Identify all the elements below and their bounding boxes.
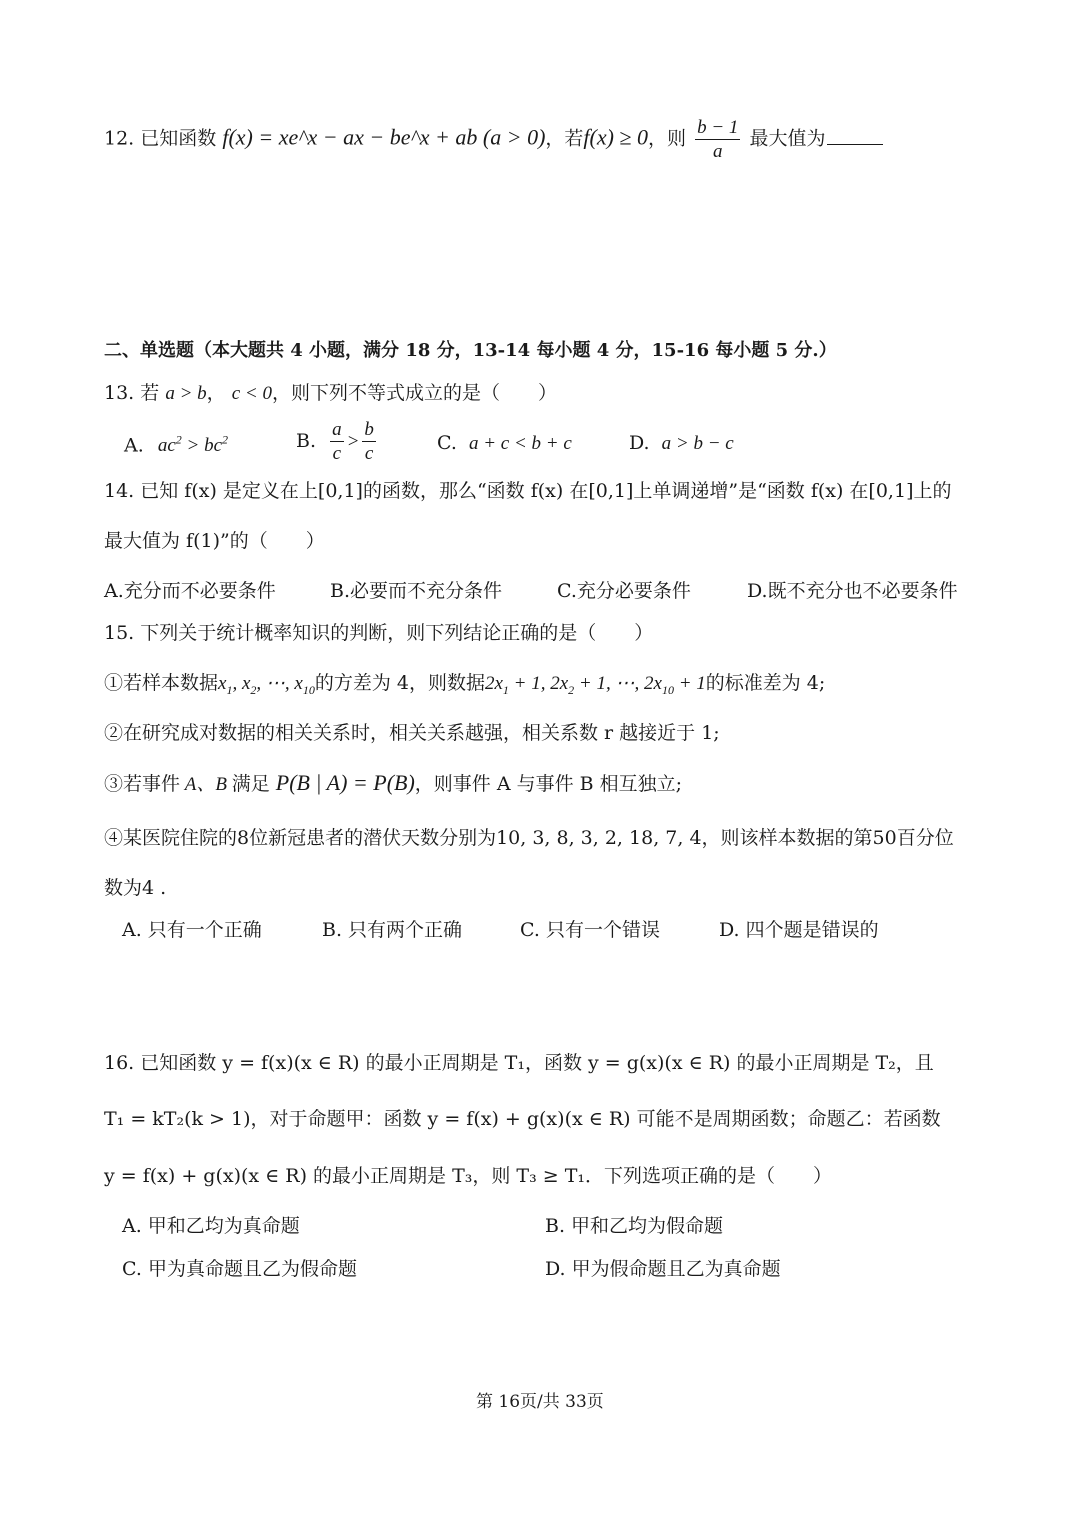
- statement-text: 满足: [231, 773, 270, 795]
- option-b[interactable]: B. 只有两个正确: [322, 919, 463, 941]
- question-12: [104, 118, 883, 161]
- question-16-line1: 16. 已知函数 y = f(x)(x ∈ R) 的最小正周期是 T₁，函数 y = g(x)(x ∈ R) 的最小正周期是 T₂，且: [104, 1052, 934, 1074]
- option-a[interactable]: [124, 434, 228, 455]
- fraction: $\frac{b}{c}$: [364, 419, 374, 464]
- option-d[interactable]: D.既不充分也不必要条件: [747, 580, 958, 602]
- statement-text: ，则事件 A 与事件 B 相互独立;: [414, 773, 683, 795]
- question-16-line2: T₁ = kT₂(k > 1)，对于命题甲：函数 y = f(x) + g(x)(x ∈ R) 可能不是周期函数；命题乙：若函数: [104, 1108, 941, 1130]
- option-label: C.: [437, 432, 457, 454]
- question-text: 已知函数: [140, 127, 217, 150]
- question-text: 最大值为: [749, 127, 826, 150]
- formula: f(x) ≥ 0: [583, 124, 649, 150]
- formula: a + c < b + c: [468, 433, 572, 454]
- fraction-numerator: b − 1: [697, 117, 739, 138]
- statement-text: 的方差为 4，则数据: [314, 672, 485, 694]
- page-number: 第 16页/共 33页: [476, 1392, 604, 1412]
- question-14-line1: 14. 已知 f(x) 是定义在上[0,1]的函数，那么“函数 f(x) 在[0,1]上单调递增”是“函数 f(x) 在[0,1]上的: [104, 480, 952, 502]
- formula: a > b − c: [661, 433, 734, 454]
- statement-text: 的标准差为 4;: [705, 672, 826, 694]
- option-b[interactable]: B. 甲和乙均为假命题: [545, 1215, 724, 1237]
- formula: f(x) = xe^x − ax − be^x + ab (a > 0): [222, 124, 546, 150]
- fraction: $\frac{a}{c}$: [332, 419, 342, 464]
- formula: $2x_1 + 1$, $2x_2 + 1$, ⋯, $2x_{10} + 1$: [484, 673, 706, 697]
- question-number: 13.: [104, 382, 135, 404]
- statement-text: ①若样本数据: [104, 672, 219, 694]
- option-b[interactable]: B. $\frac{a}{c}$ > $\frac{b}{c}$: [296, 419, 374, 464]
- formula: P(B | A) = P(B): [275, 770, 415, 795]
- option-a[interactable]: A.充分而不必要条件: [104, 580, 276, 602]
- option-label: D.: [629, 432, 650, 454]
- question-text: ，则: [648, 127, 687, 150]
- section-heading: 二、单选题（本大题共 4 小题，满分 18 分，13-14 每小题 4 分，15-16 每小题 5 分.）: [104, 340, 837, 361]
- answer-blank[interactable]: [827, 144, 883, 145]
- option-b[interactable]: B.必要而不充分条件: [330, 580, 503, 602]
- statement-4-line2: 数为4 .: [104, 877, 167, 899]
- question-14-line2: 最大值为 f(1)”的（ ）: [104, 530, 325, 552]
- fraction: [695, 118, 740, 161]
- statement-2: ②在研究成对数据的相关关系时，相关关系越强，相关系数 r 越接近于 1;: [104, 722, 720, 744]
- question-13-stem: [104, 384, 557, 403]
- option-c[interactable]: [437, 434, 572, 453]
- option-label: B.: [296, 430, 317, 452]
- option-d[interactable]: D. 四个题是错误的: [719, 919, 879, 941]
- question-16-line3: y = f(x) + g(x)(x ∈ R) 的最小正周期是 T₃，则 T₃ ≥ T₁．下列选项正确的是（ ）: [104, 1165, 832, 1187]
- option-c[interactable]: C. 甲为真命题且乙为假命题: [122, 1258, 357, 1280]
- formula: $ac^2 > bc^2$: [157, 433, 229, 457]
- option-d[interactable]: D. 甲为假命题且乙为真命题: [545, 1258, 781, 1280]
- option-a[interactable]: A. 甲和乙均为真命题: [122, 1215, 300, 1237]
- option-label: A.: [124, 434, 144, 457]
- fraction-denominator: a: [712, 141, 723, 162]
- formula: c < 0: [231, 383, 272, 404]
- question-text: 若: [140, 382, 160, 404]
- statement-3: [104, 772, 682, 794]
- option-d[interactable]: [629, 434, 734, 453]
- formula: A、B: [180, 774, 232, 795]
- statement-1: [104, 674, 825, 696]
- question-text: ，则下列不等式成立的是（ ）: [271, 382, 557, 404]
- statement-4-line1: ④某医院住院的8位新冠患者的潜伏天数分别为10, 3, 8, 3, 2, 18, 7, 4，则该样本数据的第50百分位: [104, 827, 954, 849]
- option-a[interactable]: A. 只有一个正确: [122, 919, 262, 941]
- question-15-stem: 15. 下列关于统计概率知识的判断，则下列结论正确的是（ ）: [104, 622, 654, 644]
- question-number: 12.: [104, 127, 135, 150]
- question-text: ，: [206, 382, 226, 404]
- option-c[interactable]: C.充分必要条件: [557, 580, 691, 602]
- formula: $x_1$, $x_2$, ⋯, $x_{10}$: [218, 673, 315, 697]
- statement-text: ③若事件: [104, 773, 181, 795]
- formula: a > b: [165, 383, 207, 404]
- question-text: ，若: [545, 127, 584, 150]
- option-c[interactable]: C. 只有一个错误: [520, 919, 660, 941]
